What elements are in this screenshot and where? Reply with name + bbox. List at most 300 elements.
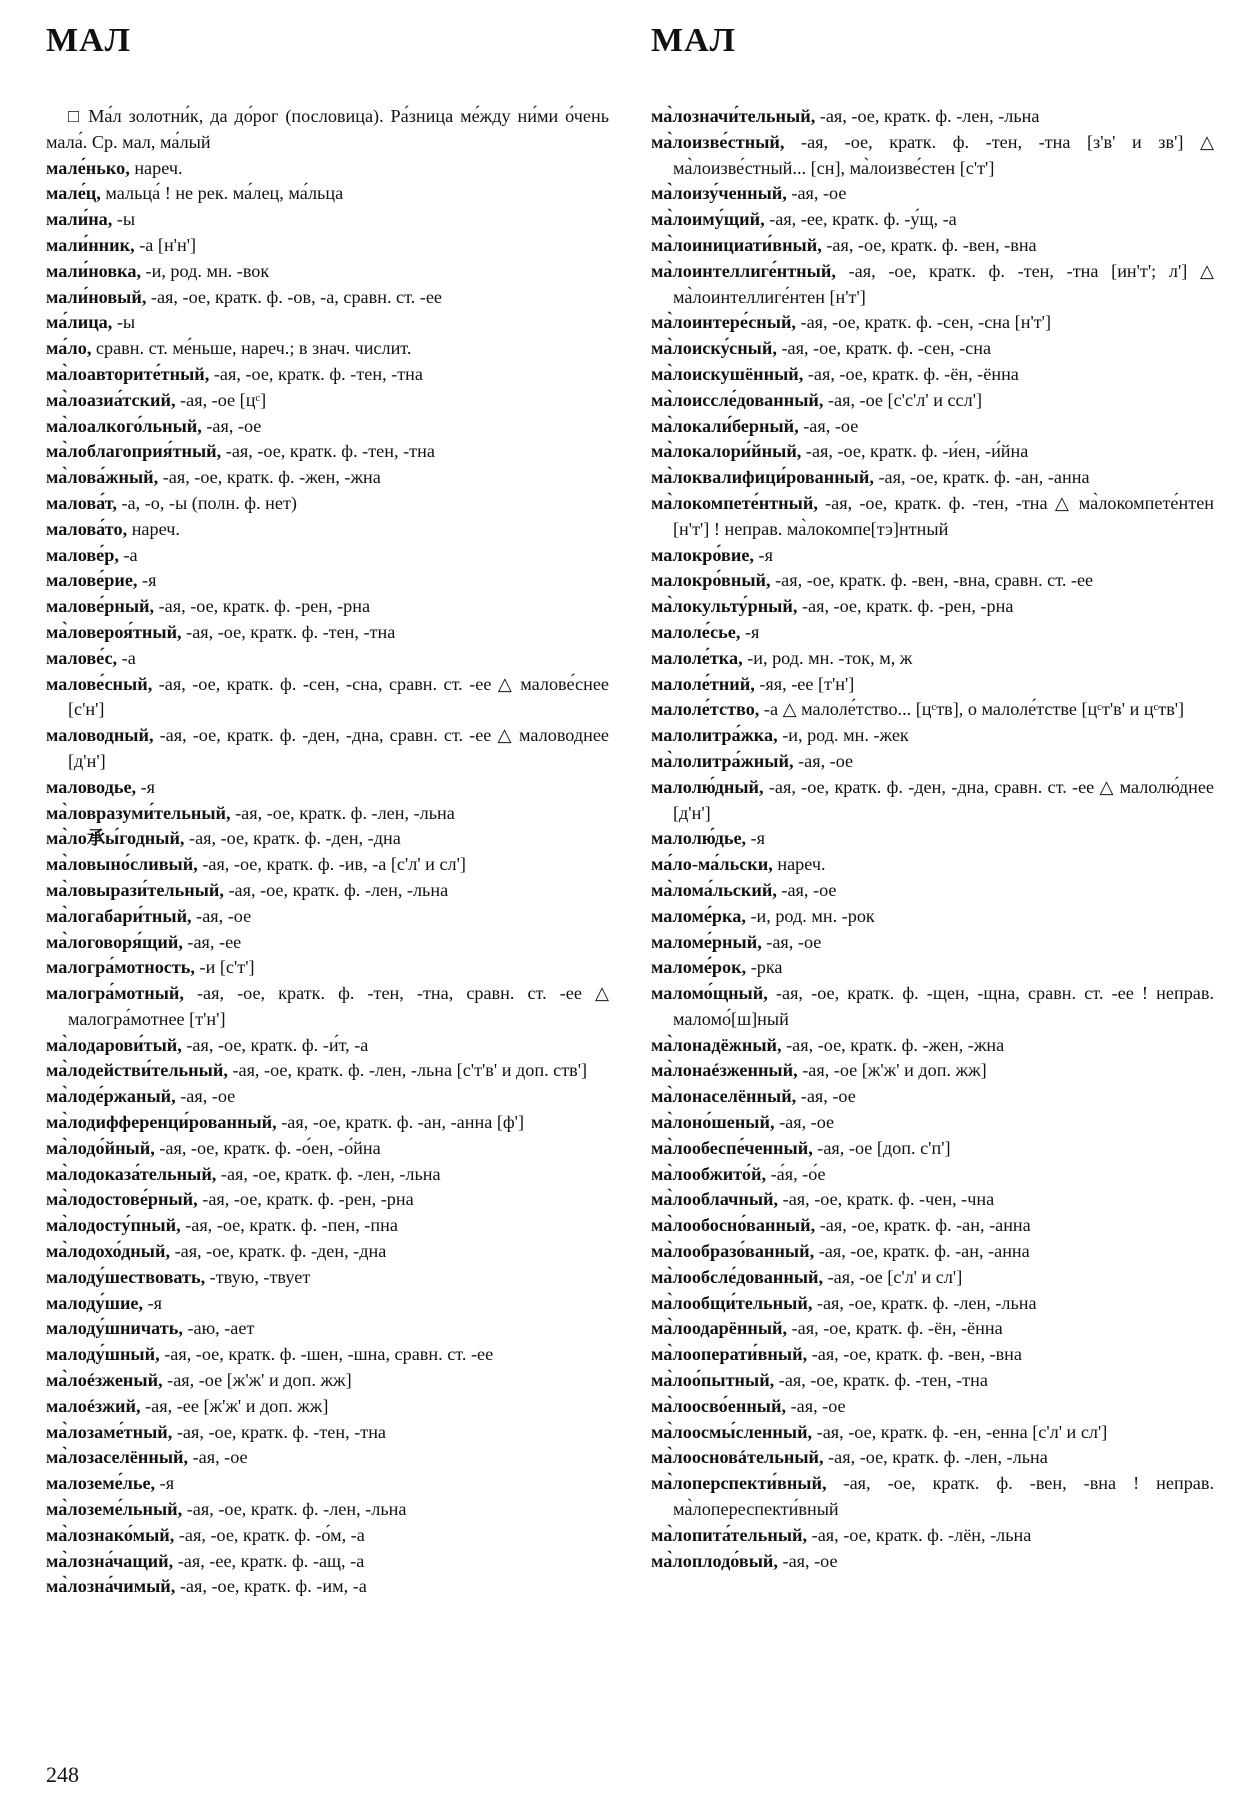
dictionary-entry: [651, 1394, 1214, 1420]
entry-headword: ма̀лоодарённый,: [651, 1318, 788, 1339]
entry-definition: -ая, -ое, кратк. ф. -рен, -рна: [154, 596, 371, 617]
dictionary-entry: [46, 568, 609, 594]
dictionary-entry: [651, 310, 1214, 336]
entry-headword: ма̀локали́берный,: [651, 415, 799, 436]
running-head-right: МАЛ: [651, 22, 736, 59]
dictionary-entry: [651, 1239, 1214, 1265]
dictionary-entry: [651, 1291, 1214, 1317]
entry-headword: малоле́сье,: [651, 621, 741, 642]
page-number: 248: [46, 1762, 79, 1787]
dictionary-entry: [46, 1445, 609, 1471]
dictionary-entry: [46, 878, 609, 904]
entry-headword: ма̀лонаéзженный,: [651, 1060, 798, 1081]
entry-definition: -ая, -ое, кратк. ф. -тен, -тна: [221, 441, 435, 462]
entry-headword: ма̀лоо́пытный,: [651, 1370, 775, 1391]
entry-definition: -ая, -ое: [776, 879, 837, 900]
entry-definition: -ы: [112, 312, 136, 333]
entry-definition: -ая, -ое [с'с'л' и ссл']: [823, 389, 983, 410]
entry-definition: -ая, -ое, кратк. ф. -ден, -дна: [184, 828, 401, 849]
left-column: [46, 104, 609, 1600]
entry-headword: ма̀лоземе́льный,: [46, 1499, 183, 1520]
entry-definition: -ая, -ое: [796, 1086, 856, 1107]
entry-headword: ма̀лообеспе́ченный,: [651, 1137, 813, 1158]
dictionary-entry: [651, 1187, 1214, 1213]
dictionary-entry: [651, 826, 1214, 852]
dictionary-entry: [46, 1110, 609, 1136]
dictionary-entry: [46, 1420, 609, 1446]
entry-headword: ма̀локомпете́нтный,: [651, 492, 818, 513]
dictionary-entry: [46, 1394, 609, 1420]
entry-headword: ма̀ловыно́сливый,: [46, 854, 198, 875]
entry-headword: ма̀лодостове́рный,: [46, 1189, 198, 1210]
entry-definition: -ая, -ое: [798, 415, 859, 436]
entry-definition: -я: [753, 544, 773, 565]
entry-definition: -ая, -ее [ж'ж' и доп. жж]: [140, 1395, 329, 1416]
dictionary-entry: [651, 672, 1214, 698]
entry-headword: малове́с,: [46, 647, 118, 668]
entry-headword: малова́т,: [46, 492, 117, 513]
entry-headword: ма̀лома́льский,: [651, 879, 777, 900]
entry-headword: малоду́шествовать,: [46, 1266, 206, 1287]
entry-headword: ма̀лолитра́жный,: [651, 750, 794, 771]
entry-headword: ма̀лообосно́ванный,: [651, 1215, 816, 1236]
entry-headword: ма̀лозначи́тельный,: [651, 106, 816, 126]
dictionary-entry: [651, 775, 1214, 827]
entry-headword: малоземе́лье,: [46, 1473, 156, 1494]
dictionary-entry: [46, 233, 609, 259]
dictionary-entry: [46, 1213, 609, 1239]
entry-definition: -ая, -ое, кратк. ф. -жен, -жна: [781, 1034, 1005, 1055]
entry-definition: -ая, -ое, кратк. ф. -тен, -тна, сравн. ст. -ее △ малогра́мотнее [т'н']: [68, 983, 609, 1029]
entry-headword: маловодный,: [46, 725, 154, 746]
entry-headword: ма̀локвалифици́рованный,: [651, 467, 874, 488]
dictionary-entry: [46, 336, 609, 362]
entry-headword: ма̀ловразуми́тельный,: [46, 802, 231, 823]
entry-definition: -ая, -ое, кратк. ф. -сен, -сна [н'т']: [795, 312, 1052, 333]
entry-headword: ма̀лоосмы́сленный,: [651, 1421, 813, 1442]
entry-definition: сравн. ст. ме́ньше, нареч.; в знач. числит.: [91, 338, 412, 359]
dictionary-entry: [46, 1316, 609, 1342]
entry-definition: мальца́ ! не рек. ма́лец, ма́льца: [100, 183, 344, 204]
dictionary-entry: [46, 259, 609, 285]
entry-definition: -ая, -ее, кратк. ф. -ащ, -а: [173, 1550, 365, 1571]
entry-headword: мале́нько,: [46, 157, 130, 178]
entry-headword: ма̀лоинициати́вный,: [651, 234, 822, 255]
entry-definition: -ая, -ое, кратк. ф. -ан, -анна: [815, 1215, 1031, 1236]
entry-definition: -ая, -ое, кратк. ф. -щен, -щна, сравн. ст. -ее ! неправ. маломо́[ш]ный: [673, 983, 1214, 1029]
entry-headword: ма̀логабари́тный,: [46, 905, 192, 926]
dictionary-entry: [46, 1033, 609, 1059]
dictionary-entry: [651, 1316, 1214, 1342]
entry-headword: маломе́рок,: [651, 957, 747, 978]
entry-headword: ма̀лоéзженый,: [46, 1370, 163, 1391]
entry-definition: -ая, -ое, кратк. ф. -вен, -вна: [821, 234, 1037, 255]
entry-headword: ма̀лоперспекти́вный,: [651, 1473, 827, 1494]
dictionary-entry: [651, 1058, 1214, 1084]
dictionary-entry: [46, 181, 609, 207]
dictionary-entry: [651, 388, 1214, 414]
dictionary-entry: [46, 1497, 609, 1523]
entry-headword: малоду́шничать,: [46, 1318, 183, 1339]
dictionary-entry: [46, 1342, 609, 1368]
entry-definition: -ая, -ое, кратк. ф. -тен, -тна △ ма̀локомпете́нтен [н'т'] ! неправ. ма̀локомпе[тэ]нтный: [673, 492, 1214, 539]
entry-headword: ма̀лоизу́ченный,: [651, 183, 787, 204]
entry-headword: маловодье,: [46, 776, 137, 797]
entry-headword: ма̀лодоказа́тельный,: [46, 1163, 217, 1184]
entry-definition: -ая, -ое, кратк. ф. -пен, -пна: [180, 1215, 398, 1236]
dictionary-entry: [46, 1239, 609, 1265]
entry-definition: -ая, -ое, кратк. ф. -ов, -а, сравн. ст. -ее: [146, 286, 442, 307]
dictionary-entry: [651, 568, 1214, 594]
dictionary-entry: [46, 1523, 609, 1549]
entry-headword: ма̀ловероя́тный,: [46, 621, 182, 642]
dictionary-entry: [46, 104, 609, 156]
dictionary-entry: [46, 439, 609, 465]
dictionary-entry: [651, 1523, 1214, 1549]
entry-headword: ма̀локалори́йный,: [651, 441, 802, 462]
entry-headword: мали́нник,: [46, 234, 135, 255]
dictionary-entry: [651, 1162, 1214, 1188]
entry-definition: -ая, -ое [с'л' и сл']: [823, 1266, 963, 1287]
entry-definition: -я: [746, 828, 766, 849]
dictionary-entry: [651, 1342, 1214, 1368]
entry-definition: -ая, -ое, кратк. ф. -шен, -шна, сравн. ст. -ее: [159, 1344, 494, 1365]
dictionary-entry: [651, 336, 1214, 362]
dictionary-entry: [46, 620, 609, 646]
dictionary-entry: [46, 465, 609, 491]
entry-definition: -ая, -ое: [793, 750, 854, 771]
entry-definition: -ая, -ое, кратк. ф. -тен, -тна: [774, 1370, 988, 1391]
entry-headword: ма̀лоде́ржаный,: [46, 1086, 176, 1107]
dictionary-entry: [651, 852, 1214, 878]
entry-headword: малоéзжий,: [46, 1395, 141, 1416]
entry-headword: ма̀лозаселённый,: [46, 1447, 189, 1468]
dictionary-entry: [651, 620, 1214, 646]
dictionary-entry: [651, 1265, 1214, 1291]
entry-headword: ма̀лоавторите́тный,: [46, 363, 210, 384]
entry-definition: -ая, -ое, кратк. ф. -сен, -сна: [776, 338, 992, 359]
entry-headword: ма̀лодохо́дный,: [46, 1241, 171, 1262]
entry-definition: -яя, -ее [т'н']: [754, 673, 855, 694]
entry-headword: мали́новый,: [46, 286, 147, 307]
entry-headword: ма̀ловырази́тельный,: [46, 879, 224, 900]
entry-definition: -ая, -ое, кратк. ф. -ен, -енна [с'л' и сл']: [812, 1421, 1108, 1442]
entry-definition: -ая, -ое, кратк. ф. -рен, -рна: [197, 1189, 414, 1210]
entry-definition: -ая, -ое [ж'ж' и доп. жж]: [162, 1370, 352, 1391]
entry-headword: ма̀лоинтеллиге́нтный,: [651, 260, 836, 281]
entry-definition: -ая, -ое: [175, 1086, 236, 1107]
entry-definition: -и, род. мн. -жек: [777, 725, 909, 746]
entry-definition: -я: [137, 570, 157, 591]
entry-definition: -ая, -ое: [191, 905, 252, 926]
entry-definition: нареч.: [772, 854, 826, 875]
dictionary-entry: [651, 233, 1214, 259]
entry-definition: -а: [117, 647, 136, 668]
entry-definition: -ая, -ое, кратк. ф. -ив, -а [с'л' и сл']: [197, 854, 466, 875]
entry-definition: -ая, -ое, кратк. ф. -лен, -льна: [815, 106, 1040, 126]
entry-headword: малоле́тство,: [651, 699, 760, 720]
dictionary-entry: [651, 749, 1214, 775]
entry-definition: -ая, -ое, кратк. ф. -тен, -тна: [181, 621, 396, 642]
entry-headword: малогра́мотность,: [46, 957, 195, 978]
entry-definition: -ая, -ое, кратк. ф. -и́ен, -и́йна: [801, 441, 1029, 462]
dictionary-entry: [46, 1187, 609, 1213]
entry-headword: малове́сный,: [46, 673, 153, 694]
dictionary-entry: [46, 646, 609, 672]
entry-definition: -ая, -ое, кратк. ф. -ден, -дна: [170, 1241, 387, 1262]
dictionary-entry: [651, 414, 1214, 440]
dictionary-entry: [651, 981, 1214, 1033]
dictionary-entry: [651, 1471, 1214, 1523]
entry-definition: -ая, -ое: [786, 1395, 846, 1416]
entry-headword: ма́ло,: [46, 338, 92, 359]
entry-definition: нареч.: [129, 157, 183, 178]
dictionary-entry: [651, 104, 1214, 130]
entry-headword: мали́на,: [46, 209, 113, 230]
entry-definition: -ая, -ее, кратк. ф. -у́щ, -а: [764, 209, 957, 230]
dictionary-entry: [651, 878, 1214, 904]
entry-definition: -ая, -ое, кратк. ф. -ён, -ённа: [803, 363, 1019, 384]
dictionary-entry: [651, 207, 1214, 233]
dictionary-entry: [46, 1291, 609, 1317]
dictionary-entry: [651, 646, 1214, 672]
entry-definition: -твую, -твует: [205, 1266, 311, 1287]
entry-headword: ма̀лообжито́й,: [651, 1163, 767, 1184]
dictionary-entry: [46, 672, 609, 724]
entry-headword: малолю́дный,: [651, 776, 764, 797]
entry-headword: малолю́дье,: [651, 828, 747, 849]
entry-definition: -ая, -ое, кратк. ф. -ден, -дна, сравн. ст. -ее △ малолю́днее [д'н']: [673, 776, 1214, 823]
entry-definition: -ая, -ое, кратк. ф. -тен, -тна: [209, 363, 423, 384]
entry-definition: -ая, -ое, кратк. ф. -ан, -анна: [873, 467, 1090, 488]
dictionary-entry: [651, 1136, 1214, 1162]
entry-headword: малова́то,: [46, 518, 128, 539]
entry-definition: -а́я, -о́е: [766, 1163, 826, 1184]
entry-definition: -ая, -ое, кратк. ф. -лен, -льна: [823, 1447, 1048, 1468]
entry-headword: ма̀лодарови́тый,: [46, 1034, 182, 1055]
entry-definition: -я: [136, 776, 156, 797]
entry-definition: -ая, -ое, кратк. ф. -рен, -рна: [797, 596, 1014, 617]
entry-headword: малове́рный,: [46, 596, 155, 617]
dictionary-entry: [46, 1368, 609, 1394]
entry-definition: -а [н'н']: [134, 234, 197, 255]
entry-definition: -ая, -ое: [777, 1550, 838, 1571]
dictionary-entry: [46, 491, 609, 517]
entry-definition: -ая, -ое: [786, 183, 847, 204]
entry-definition: -ая, -ое [доп. с'п']: [812, 1137, 951, 1158]
entry-definition: -ая, -ее: [182, 931, 242, 952]
entry-headword: ма̀лоосновáтельный,: [651, 1447, 824, 1468]
dictionary-entry: [46, 285, 609, 311]
dictionary-entry: [651, 181, 1214, 207]
entry-definition: -ая, -ое, кратк. ф. -лен, -льна: [230, 802, 455, 823]
entry-headword: малоду́шный,: [46, 1344, 160, 1365]
entry-headword: ма̀лоазиа́тский,: [46, 389, 176, 410]
entry-definition: -ая, -ое: [201, 415, 262, 436]
entry-definition: -ая, -ое, кратк. ф. -чен, -чна: [778, 1189, 995, 1210]
entry-headword: ма̀лоиссле́дованный,: [651, 389, 824, 410]
entry-headword: ма̀лоблагоприя́тный,: [46, 441, 222, 462]
entry-definition: -ая, -ое: [774, 1112, 835, 1133]
entry-headword: малогра́мотный,: [46, 983, 184, 1004]
entry-headword: ма̀лозаме́тный,: [46, 1421, 173, 1442]
dictionary-entry: [651, 904, 1214, 930]
entry-headword: ма̀лозна́чимый,: [46, 1576, 176, 1597]
entry-headword: ма́ло-ма́льски,: [651, 854, 773, 875]
dictionary-entry: [46, 1574, 609, 1600]
entry-headword: ма̀локульту́рный,: [651, 596, 798, 617]
entry-definition: -ая, -ое, кратк. ф. -лен, -льна [с'т'в' и доп. ств']: [227, 1060, 588, 1081]
dictionary-entry: [46, 955, 609, 981]
entry-headword: ма̀лоизве́стный,: [651, 131, 785, 152]
entry-definition: -аю, -ает: [182, 1318, 255, 1339]
dictionary-entry: [651, 543, 1214, 569]
entry-headword: ма̀лообразо́ванный,: [651, 1241, 815, 1262]
entry-headword: ма̀лооблачный,: [651, 1189, 779, 1210]
entry-definition: -ая, -ое [ж'ж' и доп. жж]: [797, 1060, 987, 1081]
entry-headword: ма̀лоиску́сный,: [651, 338, 777, 359]
entry-headword: ма̀лообсле́дованный,: [651, 1266, 824, 1287]
dictionary-entry: [651, 491, 1214, 543]
dictionary-entry: [46, 310, 609, 336]
dictionary-entry: [46, 1136, 609, 1162]
right-column: [651, 104, 1214, 1574]
dictionary-entry: [651, 594, 1214, 620]
dictionary-entry: [46, 1549, 609, 1575]
dictionary-entry: [651, 465, 1214, 491]
entry-definition: -и, род. мн. -вок: [141, 260, 270, 281]
entry-definition: -ая, -ое, кратк. ф. -лен, -льна: [182, 1499, 407, 1520]
entry-headword: малоду́шие,: [46, 1292, 144, 1313]
entry-definition: -ая, -ое, кратк. ф. -ден, -дна, сравн. ст. -ее △ маловоднее [д'н']: [68, 725, 609, 771]
dictionary-entry: [651, 259, 1214, 311]
entry-definition: -ая, -ое, кратк. ф. -тен, -тна [ин'т'; л'] △ ма̀лоинтеллиге́нтен [н'т']: [673, 260, 1214, 307]
entry-headword: ма̀логоворя́щий,: [46, 931, 183, 952]
dictionary-entry: [46, 775, 609, 801]
entry-definition: -ая, -ое, кратк. ф. -сен, -сна, сравн. ст. -ее △ малове́снее [с'н']: [68, 673, 609, 720]
entry-definition: -ая, -ое, кратк. ф. -лен, -льна: [216, 1163, 441, 1184]
entry-definition: -ая, -ое, кратк. ф. -тен, -тна: [172, 1421, 387, 1442]
entry-headword: малоле́тний,: [651, 673, 755, 694]
dictionary-entry: [46, 543, 609, 569]
entry-definition: -ы: [112, 209, 136, 230]
entry-headword: маломе́рка,: [651, 905, 746, 926]
entry-headword: ма̀лоплодо́вый,: [651, 1550, 778, 1571]
entry-headword: ма̀лообщи́тельный,: [651, 1292, 813, 1313]
entry-definition: -ая, -ое, кратк. ф. -ён, -ённа: [787, 1318, 1003, 1339]
dictionary-entry: [46, 1265, 609, 1291]
entry-definition: -ая, -ое, кратк. ф. -о́м, -а: [174, 1524, 365, 1545]
entry-headword: ма̀лодо́йный,: [46, 1137, 155, 1158]
entry-headword: ма́лица,: [46, 312, 113, 333]
dictionary-entry: [46, 594, 609, 620]
dictionary-entry: [46, 1084, 609, 1110]
entry-definition: -ая, -ое, кратк. ф. -ан, -анна [ф']: [276, 1112, 525, 1133]
entry-definition: -ая, -ое, кратк. ф. -и́т, -а: [181, 1034, 369, 1055]
entry-headword: маломо́щный,: [651, 983, 768, 1004]
entry-headword: малолитра́жка,: [651, 725, 778, 746]
entry-headword: ма̀лова́жный,: [46, 467, 159, 488]
dictionary-entry: [651, 1445, 1214, 1471]
entry-headword: ма̀лоиму́щий,: [651, 209, 765, 230]
entry-definition: -ая, -ое, кратк. ф. -вен, -вна, сравн. ст. -ее: [770, 570, 1094, 591]
entry-headword: ма̀лоно́шеный,: [651, 1112, 775, 1133]
entry-definition: -я: [740, 621, 760, 642]
entry-headword: ма̀лодействи́тельный,: [46, 1060, 228, 1081]
entry-headword: маломе́рный,: [651, 931, 762, 952]
dictionary-entry: [651, 1084, 1214, 1110]
entry-headword: ма̀лонадёжный,: [651, 1034, 782, 1055]
entry-definition: -ая, -ое, кратк. ф. -жен, -жна: [158, 467, 381, 488]
entry-definition: -ая, -ое [цᶜ]: [175, 389, 267, 410]
entry-definition: -ая, -ое, кратк. ф. -вен, -вна: [807, 1344, 1022, 1365]
entry-headword: малове́р,: [46, 544, 119, 565]
dictionary-entry: [651, 362, 1214, 388]
dictionary-entry: [46, 414, 609, 440]
dictionary-entry: [46, 930, 609, 956]
entry-definition: -и [с'т']: [194, 957, 255, 978]
dictionary-entry: [651, 930, 1214, 956]
entry-headword: ма̀лоинтере́сный,: [651, 312, 796, 333]
entry-headword: ма̀лозна́чащий,: [46, 1550, 174, 1571]
entry-definition: -ая, -ое: [761, 931, 822, 952]
entry-headword: малоле́тка,: [651, 647, 743, 668]
entry-headword: малокро́вный,: [651, 570, 771, 591]
dictionary-entry: [46, 723, 609, 775]
dictionary-entry: [651, 1368, 1214, 1394]
entry-headword: ма̀лопита́тельный,: [651, 1524, 808, 1545]
entry-definition: -я: [143, 1292, 163, 1313]
entry-definition: -ая, -ое, кратк. ф. -лен, -льна: [223, 879, 449, 900]
entry-definition: -а △ малоле́тство... [цᶜтв], о малоле́тстве [цᶜт'в' и цᶜтв']: [759, 699, 1185, 720]
dictionary-entry: [651, 1213, 1214, 1239]
dictionary-entry: [46, 981, 609, 1033]
dictionary-entry: [46, 852, 609, 878]
entry-definition: -ая, -ое, кратк. ф. -о́ен, -о́йна: [154, 1137, 381, 1158]
entry-definition: -ая, -ое, кратк. ф. -ан, -анна: [814, 1241, 1030, 1262]
entry-headword: мале́ц,: [46, 183, 101, 204]
dictionary-entry: [651, 1420, 1214, 1446]
dictionary-entry: [46, 388, 609, 414]
entry-headword: ма̀лооперати́вный,: [651, 1344, 808, 1365]
dictionary-entry: [46, 826, 609, 852]
entry-headword: ма̀лодосту́пный,: [46, 1215, 181, 1236]
entry-definition: -я: [155, 1473, 175, 1494]
entry-headword: ма̀лоискушённый,: [651, 363, 804, 384]
dictionary-entry: [46, 1471, 609, 1497]
entry-definition: -и, род. мн. -ток, м, ж: [742, 647, 913, 668]
entry-definition: -ая, -ое, кратк. ф. -лён, -льна: [807, 1524, 1032, 1545]
dictionary-entry: [651, 955, 1214, 981]
entry-headword: ма̀лоалкого́льный,: [46, 415, 202, 436]
entry-headword: ма̀лознако́мый,: [46, 1524, 175, 1545]
dictionary-entry: [46, 517, 609, 543]
running-head-left: МАЛ: [46, 22, 131, 59]
entry-definition: -ая, -ое, кратк. ф. -лен, -льна: [812, 1292, 1037, 1313]
entry-headword: ма̀лодифференци́рованный,: [46, 1112, 277, 1133]
dictionary-entry: [46, 207, 609, 233]
entry-definition: -а: [118, 544, 138, 565]
entry-headword: малове́рие,: [46, 570, 138, 591]
dictionary-entry: [46, 362, 609, 388]
entry-definition: -рка: [746, 957, 783, 978]
dictionary-entry: [46, 1162, 609, 1188]
entry-headword: малокро́вие,: [651, 544, 754, 565]
dictionary-entry: [46, 801, 609, 827]
entry-definition: -ая, -ое, кратк. ф. -им, -а: [175, 1576, 367, 1597]
dictionary-entry: [651, 697, 1214, 723]
dictionary-entry: [651, 1033, 1214, 1059]
